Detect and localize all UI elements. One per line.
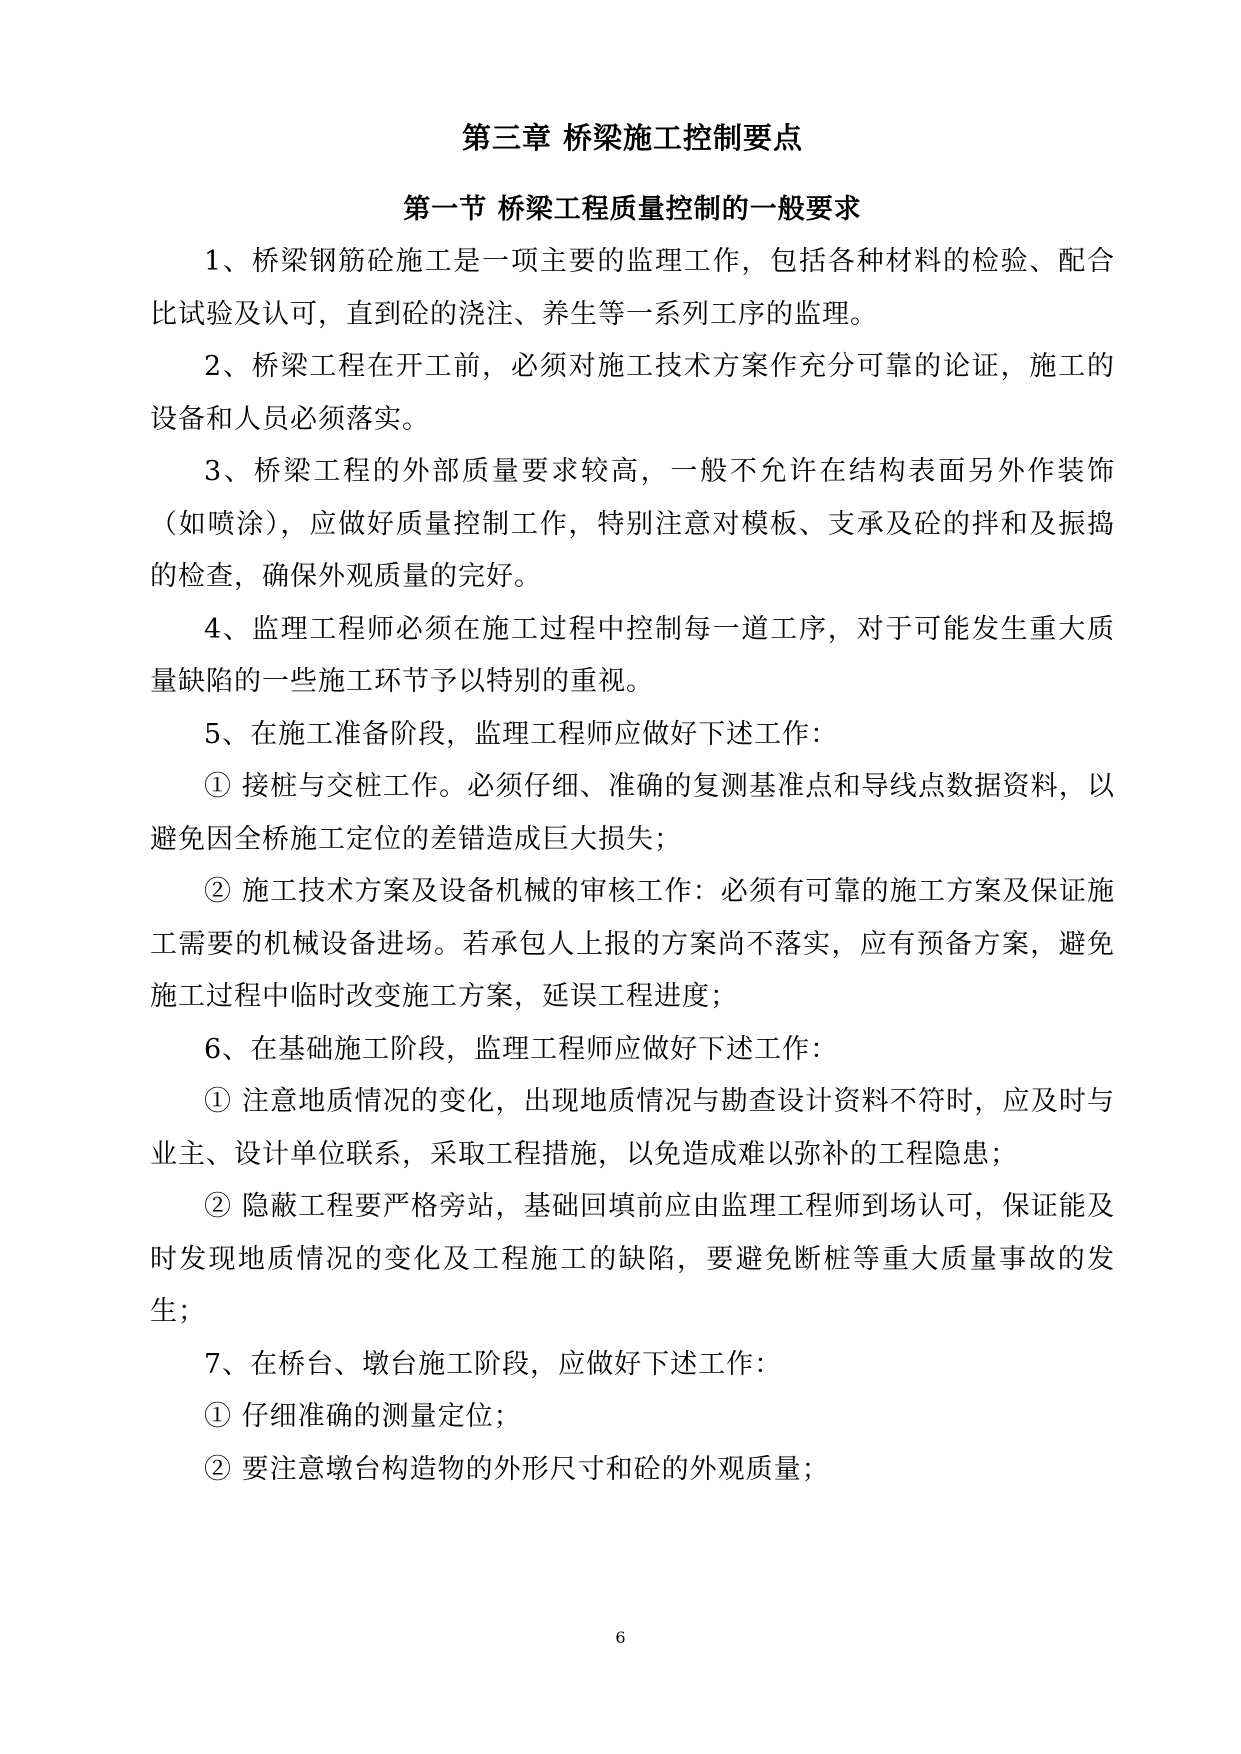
chapter-title: 第三章 桥梁施工控制要点: [461, 121, 804, 155]
paragraph-2: 2、桥梁工程在开工前，必须对施工技术方案作充分可靠的论证，施工的设备和人员必须落实。: [150, 351, 1115, 435]
paragraph-5-item-1: ① 接桩与交桩工作。必须仔细、准确的复测基准点和导线点数据资料，以避免因全桥施工定位的差错造成巨大损失；: [150, 771, 1115, 855]
paragraph-6: 6、在基础施工阶段，监理工程师应做好下述工作：: [204, 1033, 839, 1065]
paragraph-7-item-1: ① 仔细准确的测量定位；: [204, 1401, 522, 1432]
paragraph-6-item-1: ① 注意地质情况的变化，出现地质情况与勘查设计资料不符时，应及时与业主、设计单位联系，采取工程措施，以免造成难以弥补的工程隐患；: [150, 1086, 1115, 1170]
paragraph-1: 1、桥梁钢筋砼施工是一项主要的监理工作，包括各种材料的检验、配合比试验及认可，直到砼的浇注、养生等一系列工序的监理。: [150, 246, 1115, 330]
paragraph-6-item-2: ② 隐蔽工程要严格旁站，基础回填前应由监理工程师到场认可，保证能及时发现地质情况的变化及工程施工的缺陷，要避免断桩等重大质量事故的发生；: [150, 1191, 1115, 1327]
paragraph-7-item-2: ② 要注意墩台构造物的外形尺寸和砼的外观质量；: [204, 1453, 830, 1485]
page-number: 6: [615, 1628, 626, 1647]
paragraph-5-item-2: ② 施工技术方案及设备机械的审核工作：必须有可靠的施工方案及保证施工需要的机械设备进场。若承包人上报的方案尚不落实，应有预备方案，避免施工过程中临时改变施工方案，延误工程进度；: [150, 876, 1115, 1012]
paragraph-3: 3、桥梁工程的外部质量要求较高，一般不允许在结构表面另外作装饰（如喷涂），应做好质量控制工作，特别注意对模板、支承及砼的拌和及振捣的检查，确保外观质量的完好。: [150, 456, 1115, 592]
page-content: [150, 112, 1115, 1496]
section-title: 第一节 桥梁工程质量控制的一般要求: [403, 194, 862, 225]
paragraph-5: 5、在施工准备阶段，监理工程师应做好下述工作：: [204, 718, 839, 750]
paragraph-4: 4、监理工程师必须在施工过程中控制每一道工序，对于可能发生重大质量缺陷的一些施工环节予以特别的重视。: [150, 613, 1115, 697]
paragraph-7: 7、在桥台、墩台施工阶段，应做好下述工作：: [204, 1348, 783, 1380]
